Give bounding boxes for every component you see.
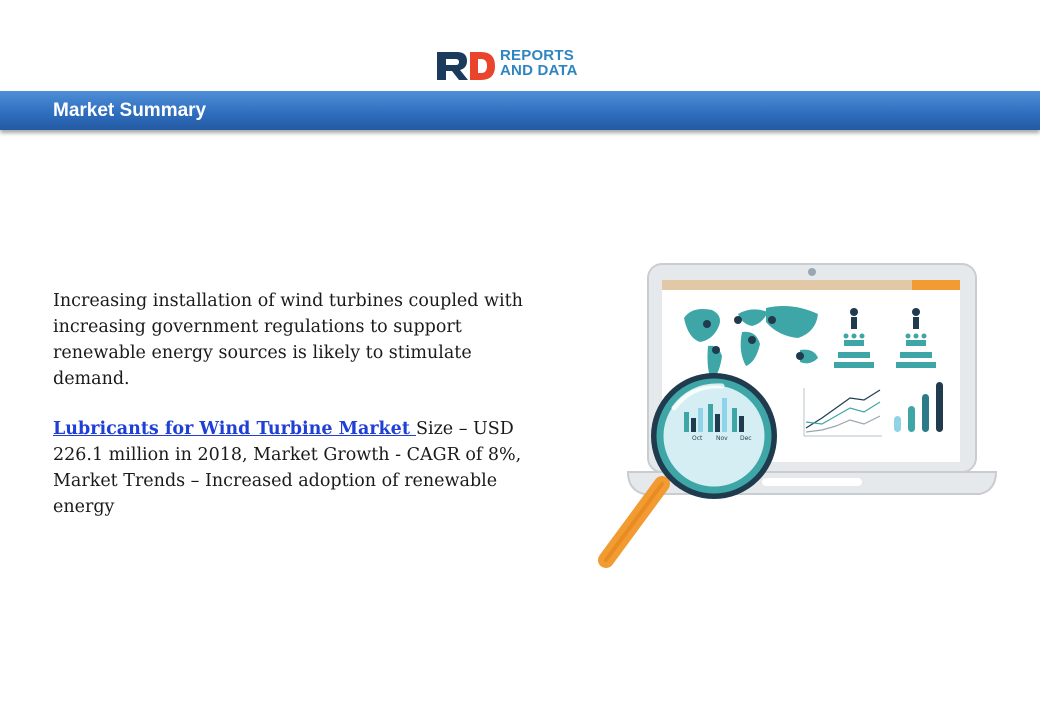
market-details-paragraph	[53, 416, 543, 520]
market-details-text: Size – USD 226.1 million in 2018, Market Growth - CAGR of 8%, Market Trends – Increased adoption of renewable energy	[53, 419, 522, 517]
market-report-link[interactable]: Lubricants for Wind Turbine Market	[53, 419, 416, 439]
summary-text	[53, 288, 543, 544]
rd-logo-icon	[437, 50, 497, 80]
chart-label-oct: Oct	[692, 435, 703, 442]
logo-line-2: AND DATA	[500, 62, 578, 79]
screen-header-accent	[912, 280, 960, 290]
laptop-analytics-illustration	[592, 258, 1002, 578]
camera-dot	[808, 268, 816, 276]
section-title: Market Summary	[53, 100, 207, 121]
logo-wordmark	[500, 48, 578, 78]
laptop-trackpad	[762, 478, 862, 486]
chart-label-dec: Dec	[740, 435, 752, 442]
summary-paragraph: Increasing installation of wind turbines coupled with increasing government regulations to support renewable energy sources is likely to stimulate demand.	[53, 291, 523, 389]
logo-line-1: REPORTS	[500, 47, 574, 64]
reports-and-data-logo	[437, 48, 587, 82]
screen-header-bar	[662, 280, 912, 290]
section-banner	[0, 91, 1040, 130]
magnifier-icon	[606, 376, 774, 560]
chart-label-nov: Nov	[716, 435, 728, 442]
